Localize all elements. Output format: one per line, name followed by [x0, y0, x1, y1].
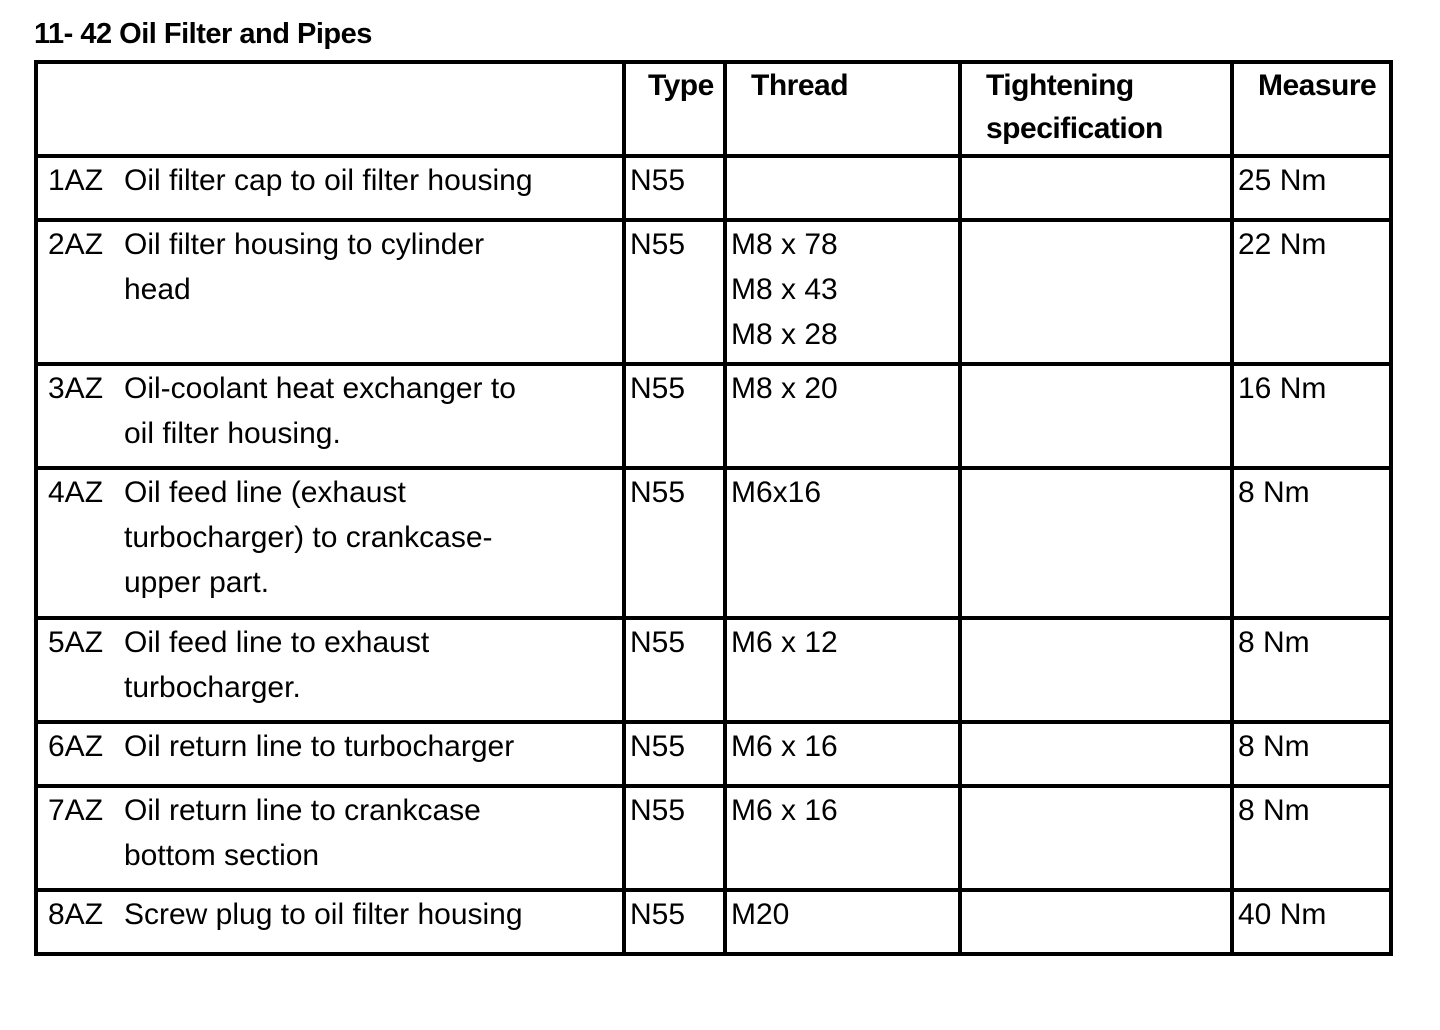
thread-line: M6x16	[731, 476, 822, 509]
table-row	[36, 618, 1391, 722]
description-line: Oil return line to crankcase	[124, 794, 481, 827]
cell-tightening-specification	[960, 156, 1232, 220]
header-row	[36, 62, 1391, 156]
item-description	[124, 724, 622, 769]
item-description	[124, 222, 622, 312]
cell-tightening-specification	[960, 618, 1232, 722]
cell-measure: 22 Nm	[1232, 220, 1391, 364]
cell-type: N55	[624, 786, 725, 890]
description-wrapper	[38, 158, 622, 203]
cell-type: N55	[624, 468, 725, 618]
header-tightening-line2: specification	[986, 112, 1163, 145]
description-line: head	[124, 273, 191, 306]
item-code: 1AZ	[48, 164, 104, 197]
thread-line: M6 x 16	[731, 730, 838, 763]
item-description	[124, 158, 622, 203]
cell-measure: 25 Nm	[1232, 156, 1391, 220]
cell-thread	[725, 890, 960, 954]
table-row	[36, 220, 1391, 364]
item-code: 6AZ	[48, 730, 104, 763]
description-line: Oil-coolant heat exchanger to	[124, 372, 516, 405]
cell-thread	[725, 786, 960, 890]
cell-type: N55	[624, 156, 725, 220]
header-measure: Measure	[1232, 62, 1391, 156]
header-type: Type	[624, 62, 725, 156]
description-line: Oil return line to turbocharger	[124, 730, 515, 763]
table-row	[36, 468, 1391, 618]
item-description	[124, 788, 622, 878]
cell-measure: 8 Nm	[1232, 722, 1391, 786]
description-line: bottom section	[124, 839, 320, 872]
cell-tightening-specification	[960, 468, 1232, 618]
description-wrapper	[38, 724, 622, 769]
page-title: 11- 42 Oil Filter and Pipes	[34, 18, 372, 50]
cell-measure: 16 Nm	[1232, 364, 1391, 468]
description-line: Oil feed line to exhaust	[124, 626, 430, 659]
thread-line: M8 x 78	[731, 228, 838, 261]
cell-tightening-specification	[960, 220, 1232, 364]
item-code: 3AZ	[48, 372, 104, 405]
table-row	[36, 156, 1391, 220]
cell-description	[36, 786, 624, 890]
cell-description	[36, 220, 624, 364]
cell-tightening-specification	[960, 786, 1232, 890]
cell-description	[36, 618, 624, 722]
description-wrapper	[38, 788, 622, 878]
description-line: upper part.	[124, 566, 270, 599]
item-code: 5AZ	[48, 626, 104, 659]
description-line: Oil filter cap to oil filter housing	[124, 164, 533, 197]
cell-measure: 8 Nm	[1232, 618, 1391, 722]
torque-spec-table	[34, 60, 1393, 956]
description-line: turbocharger.	[124, 671, 301, 704]
description-line: Oil filter housing to cylinder	[124, 228, 485, 261]
thread-line: M8 x 43	[731, 273, 838, 306]
cell-measure: 8 Nm	[1232, 786, 1391, 890]
description-wrapper	[38, 892, 622, 937]
item-description	[124, 470, 622, 605]
cell-description	[36, 722, 624, 786]
cell-type: N55	[624, 722, 725, 786]
cell-tightening-specification	[960, 364, 1232, 468]
thread-line: M6 x 12	[731, 626, 838, 659]
item-description	[124, 620, 622, 710]
table-row	[36, 786, 1391, 890]
cell-thread	[725, 618, 960, 722]
table-body	[36, 156, 1391, 954]
item-description	[124, 366, 622, 456]
cell-description	[36, 364, 624, 468]
item-code: 4AZ	[48, 476, 104, 509]
thread-line: M8 x 20	[731, 372, 838, 405]
table-row	[36, 722, 1391, 786]
cell-type: N55	[624, 890, 725, 954]
description-wrapper	[38, 470, 622, 605]
item-description	[124, 892, 622, 937]
cell-thread	[725, 220, 960, 364]
cell-type: N55	[624, 618, 725, 722]
cell-tightening-specification	[960, 890, 1232, 954]
cell-description	[36, 468, 624, 618]
description-wrapper	[38, 620, 622, 710]
cell-tightening-specification	[960, 722, 1232, 786]
cell-thread	[725, 364, 960, 468]
header-tightening-line1: Tightening	[986, 69, 1134, 102]
item-code: 7AZ	[48, 794, 104, 827]
table-row	[36, 364, 1391, 468]
header-tightening-specification	[960, 62, 1232, 156]
description-line: Screw plug to oil filter housing	[124, 898, 523, 931]
header-thread: Thread	[725, 62, 960, 156]
cell-description	[36, 156, 624, 220]
cell-description	[36, 890, 624, 954]
thread-line: M8 x 28	[731, 318, 838, 351]
cell-thread	[725, 722, 960, 786]
cell-thread	[725, 468, 960, 618]
cell-type: N55	[624, 364, 725, 468]
thread-line: M6 x 16	[731, 794, 838, 827]
cell-measure: 40 Nm	[1232, 890, 1391, 954]
cell-measure: 8 Nm	[1232, 468, 1391, 618]
table-row	[36, 890, 1391, 954]
cell-thread	[725, 156, 960, 220]
header-description	[36, 62, 624, 156]
description-line: Oil feed line (exhaust	[124, 476, 406, 509]
cell-type: N55	[624, 220, 725, 364]
description-wrapper	[38, 366, 622, 456]
description-line: turbocharger) to crankcase-	[124, 521, 493, 554]
description-line: oil filter housing.	[124, 417, 341, 450]
thread-line: M20	[731, 898, 790, 931]
item-code: 8AZ	[48, 898, 104, 931]
description-wrapper	[38, 222, 622, 312]
item-code: 2AZ	[48, 228, 104, 261]
